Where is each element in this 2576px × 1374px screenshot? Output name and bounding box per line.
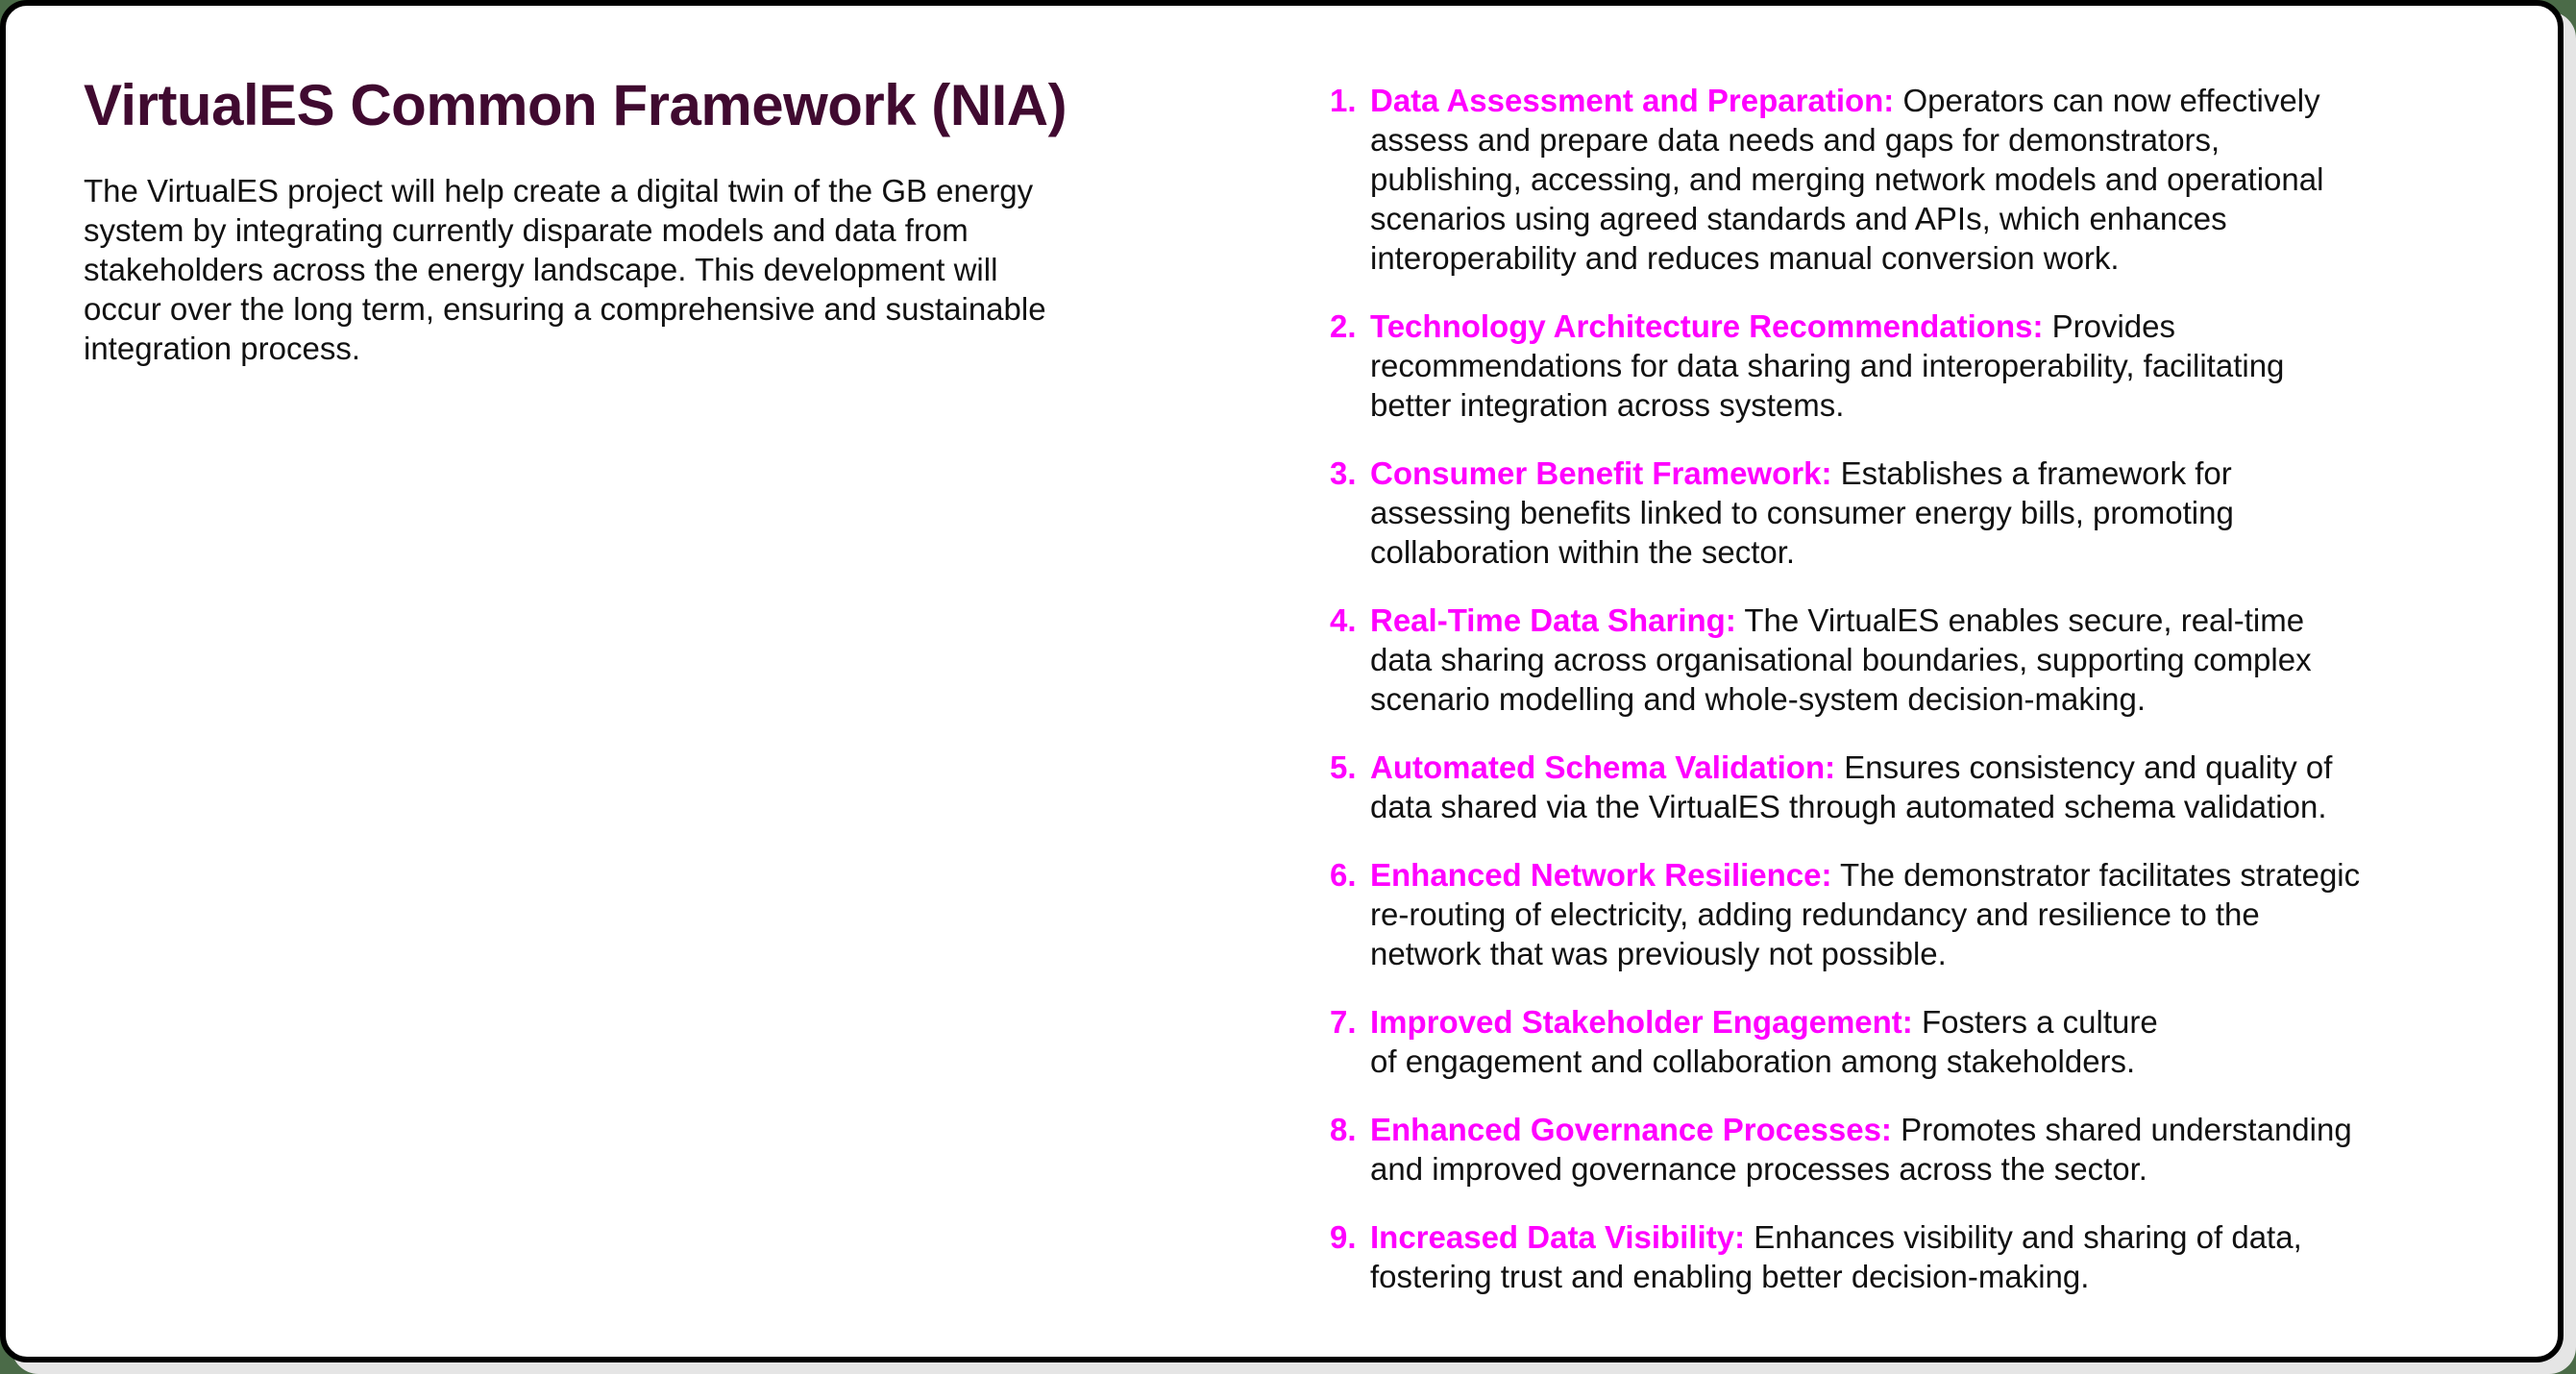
item-description-line: data sharing across organisational boundaries, supporting complex [1370, 642, 2312, 677]
item-heading: Technology Architecture Recommendations: [1370, 308, 2044, 344]
intro-line: integration process. [84, 331, 360, 366]
item-heading: Data Assessment and Preparation: [1370, 83, 1895, 118]
item-description-line: assessing benefits linked to consumer energy bills, promoting [1370, 495, 2234, 530]
item-description: The demonstrator facilitates strategic [1831, 857, 2361, 893]
item-description-line: and improved governance processes across the sector. [1370, 1151, 2147, 1187]
item-description-line: scenario modelling and whole-system decision-making. [1370, 681, 2147, 717]
item-number: 6. [1330, 857, 1357, 893]
intro-line: stakeholders across the energy landscape. This development will [84, 252, 998, 287]
benefit-item-data-visibility [1330, 1217, 2550, 1296]
item-description-line: interoperability and reduces manual conversion work. [1370, 240, 2120, 276]
item-description-line: recommendations for data sharing and interoperability, facilitating [1370, 348, 2285, 383]
item-number: 8. [1330, 1112, 1357, 1147]
benefit-item-network-resilience [1330, 855, 2550, 973]
item-number: 4. [1330, 602, 1357, 638]
benefit-item-schema-validation [1330, 748, 2550, 826]
benefit-item-real-time-sharing [1330, 601, 2550, 719]
item-first-line [1370, 81, 2550, 120]
item-heading: Increased Data Visibility: [1370, 1219, 1746, 1255]
intro-line: occur over the long term, ensuring a comprehensive and sustainable [84, 291, 1046, 327]
item-first-line [1370, 855, 2550, 895]
item-heading: Enhanced Governance Processes: [1370, 1112, 1892, 1147]
benefit-item-consumer-benefit [1330, 454, 2550, 572]
item-first-line [1370, 454, 2550, 493]
item-description-line: re-routing of electricity, adding redundancy and resilience to the [1370, 896, 2260, 932]
item-description: Provides [2043, 308, 2176, 344]
item-description-line: scenarios using agreed standards and APIs, which enhances [1370, 201, 2227, 236]
item-heading: Consumer Benefit Framework: [1370, 455, 1832, 491]
item-description: Enhances visibility and sharing of data, [1745, 1219, 2302, 1255]
item-description-line: assess and prepare data needs and gaps for demonstrators, [1370, 122, 2220, 158]
item-number: 5. [1330, 749, 1357, 785]
item-heading: Automated Schema Validation: [1370, 749, 1836, 785]
item-first-line [1370, 1110, 2550, 1149]
item-first-line [1370, 601, 2550, 640]
item-heading: Real-Time Data Sharing: [1370, 602, 1736, 638]
item-number: 3. [1330, 455, 1357, 491]
item-first-line [1370, 1002, 2550, 1042]
item-description-line: publishing, accessing, and merging network models and operational [1370, 161, 2324, 197]
item-description: The VirtualES enables secure, real-time [1735, 602, 2305, 638]
benefit-item-data-assessment [1330, 81, 2550, 278]
item-first-line [1370, 748, 2550, 787]
intro-line: system by integrating currently disparate models and data from [84, 212, 969, 248]
item-number: 2. [1330, 308, 1357, 344]
item-description: Promotes shared understanding [1891, 1112, 2352, 1147]
benefit-item-stakeholder-engagement [1330, 1002, 2550, 1081]
item-first-line [1370, 1217, 2550, 1257]
item-description: Operators can now effectively [1894, 83, 2320, 118]
item-description-line: better integration across systems. [1370, 387, 1845, 423]
item-description: Establishes a framework for [1831, 455, 2232, 491]
item-number: 7. [1330, 1004, 1357, 1040]
item-number: 1. [1330, 83, 1357, 118]
item-heading: Improved Stakeholder Engagement: [1370, 1004, 1913, 1040]
item-description: Ensures consistency and quality of [1835, 749, 2333, 785]
item-heading: Enhanced Network Resilience: [1370, 857, 1832, 893]
item-description-line: data shared via the VirtualES through automated schema validation. [1370, 789, 2327, 824]
benefits-list [1330, 81, 2550, 1325]
item-description-line: fostering trust and enabling better decision-making. [1370, 1259, 2090, 1294]
page-title: VirtualES Common Framework (NIA) [84, 73, 1067, 137]
benefit-item-governance [1330, 1110, 2550, 1189]
intro-line: The VirtualES project will help create a digital twin of the GB energy [84, 173, 1034, 209]
item-description: Fosters a culture [1912, 1004, 2158, 1040]
benefit-item-technology-architecture [1330, 307, 2550, 425]
item-description-line: network that was previously not possible. [1370, 936, 1947, 971]
intro-paragraph [84, 171, 1237, 368]
item-number: 9. [1330, 1219, 1357, 1255]
item-first-line [1370, 307, 2550, 346]
item-description-line: collaboration within the sector. [1370, 534, 1796, 570]
item-description-line: of engagement and collaboration among stakeholders. [1370, 1043, 2136, 1079]
